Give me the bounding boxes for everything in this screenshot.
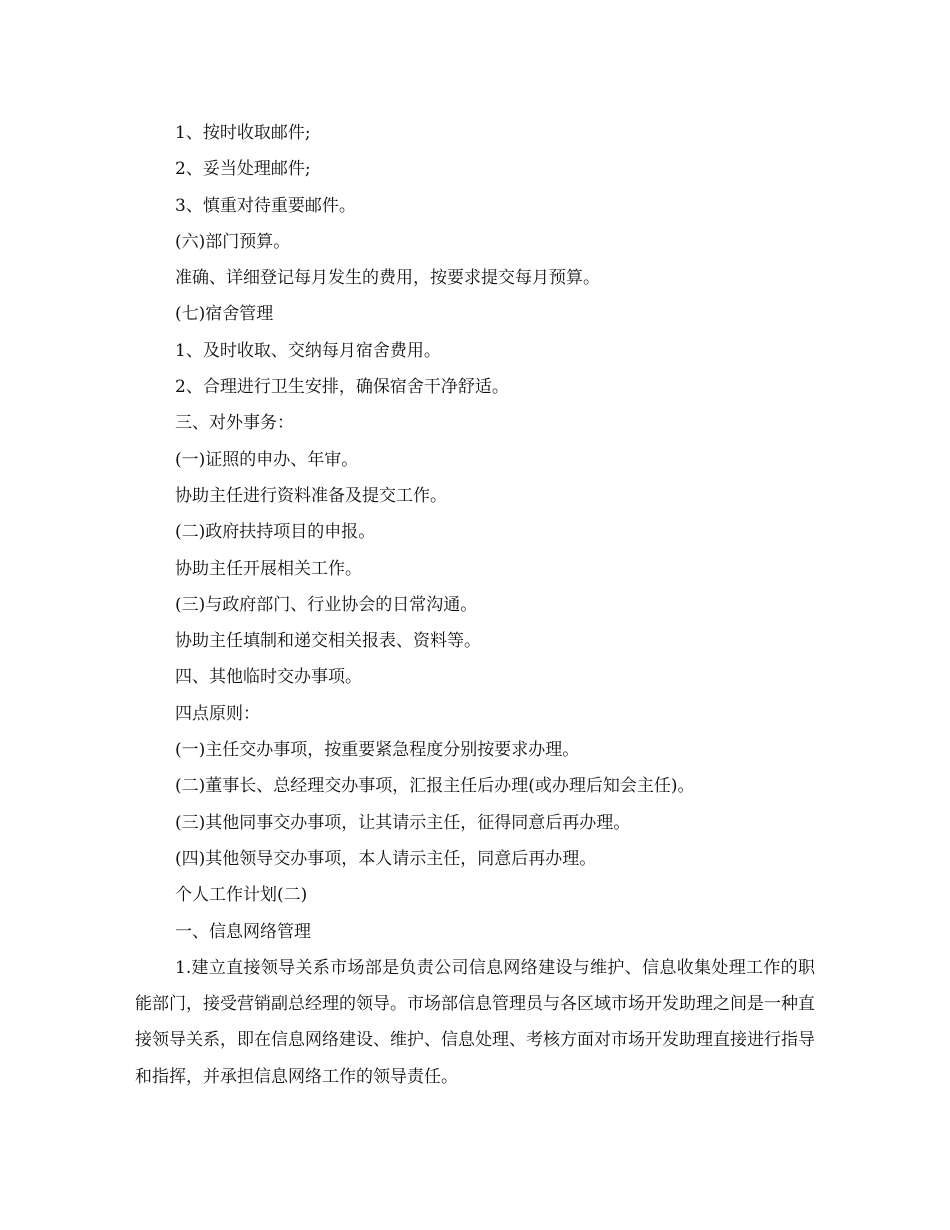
- text-line: 协助主任开展相关工作。: [175, 558, 362, 579]
- section-heading: (三)与政府部门、行业协会的日常沟通。: [175, 594, 478, 615]
- text-line: 2、妥当处理邮件;: [175, 159, 311, 180]
- section-heading: 四、其他临时交办事项。: [175, 667, 362, 688]
- text-line: 1、按时收取邮件;: [175, 123, 311, 143]
- text-line: 协助主任进行资料准备及提交工作。: [175, 485, 447, 506]
- text-line: (四)其他领导交办事项，本人请示主任，同意后再办理。: [175, 848, 597, 869]
- section-heading: (六)部门预算。: [175, 231, 291, 252]
- section-heading: 四点原则：: [175, 703, 260, 724]
- section-heading: (七)宿舍管理: [175, 304, 274, 325]
- document-subtitle: 个人工作计划(二): [175, 885, 308, 906]
- text-line: (三)其他同事交办事项，让其请示主任，征得同意后再办理。: [175, 812, 631, 833]
- text-line: 准确、详细登记每月发生的费用，按要求提交每月预算。: [175, 268, 600, 289]
- text-line: 1、及时收取、交纳每月宿舍费用。: [175, 340, 441, 361]
- section-heading: 一、信息网络管理: [175, 921, 311, 942]
- text-line: (二)董事长、总经理交办事项，汇报主任后办理(或办理后知会主任)。: [175, 776, 695, 797]
- body-paragraph: 1.建立直接领导关系市场部是负责公司信息网络建设与维护、信息收集处理工作的职能部门，接受营销副总经理的领导。市场部信息管理员与各区域市场开发助理之间是一种直接领导关系，即在信息网络建设、维护、信息处理、考核方面对市场开发助理直接进行指导和指挥，并承担信息网络工作的领导责任。: [135, 957, 815, 1087]
- text-line: 3、慎重对待重要邮件。: [175, 195, 356, 216]
- text-line: (一)主任交办事项，按重要紧急程度分别按要求办理。: [175, 740, 580, 761]
- section-heading: (一)证照的申办、年审。: [175, 449, 359, 470]
- text-line: 协助主任填制和递交相关报表、资料等。: [175, 631, 481, 652]
- text-line: 2、合理进行卫生安排，确保宿舍干净舒适。: [175, 377, 509, 398]
- document-body: [135, 115, 825, 1095]
- section-heading: (二)政府扶持项目的申报。: [175, 522, 376, 543]
- section-heading: 三、对外事务：: [175, 413, 294, 434]
